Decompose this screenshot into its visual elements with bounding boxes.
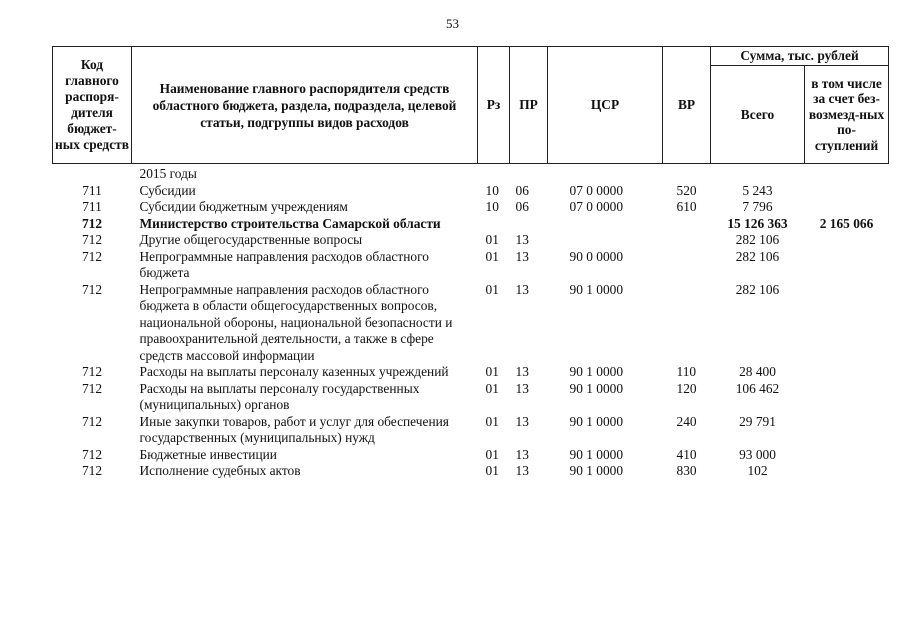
cell-code: 712 — [81, 232, 103, 247]
cell-rz: 01 — [485, 380, 499, 396]
cell-vr — [663, 282, 711, 365]
table-header — [53, 47, 889, 164]
cell-name: Непрограммные направления расходов областного бюджета — [139, 248, 429, 280]
cell-rz — [478, 216, 510, 233]
cell-name: Другие общегосударственные вопросы — [139, 232, 363, 247]
cell-vr — [663, 249, 711, 282]
cell-pr: 13 — [515, 446, 529, 462]
budget-table — [52, 46, 889, 480]
cell-csr: 90 1 0000 — [569, 413, 624, 429]
cell-pr: 13 — [515, 281, 529, 297]
cell-total: 5 243 — [742, 182, 773, 198]
cell-csr — [548, 164, 663, 183]
cell-vr: 120 — [676, 380, 697, 396]
cell-name: 2015 годы — [139, 166, 197, 181]
header-sum-group: Сумма, тыс. рублей — [711, 47, 889, 66]
cell-rz: 01 — [485, 248, 499, 264]
cell-code: 712 — [81, 413, 103, 429]
cell-code: 712 — [81, 463, 103, 478]
cell-rz — [478, 164, 510, 183]
table-row — [53, 164, 889, 183]
cell-total: 282 106 — [735, 248, 780, 264]
cell-rz: 01 — [485, 364, 499, 379]
header-csr: ЦСР — [548, 47, 663, 164]
cell-vr: 240 — [676, 413, 697, 429]
cell-name: Министерство строительства Самарской области — [139, 215, 441, 231]
cell-pr: 13 — [515, 463, 529, 478]
table-row — [53, 249, 889, 282]
cell-rz: 01 — [485, 281, 499, 297]
cell-vr: 410 — [676, 446, 697, 462]
header-name: Наименование главного распорядителя средств областного бюджета, раздела, подраздела, целевой статьи, подгруппы видов расходов — [132, 47, 478, 164]
cell-incl — [805, 414, 889, 447]
cell-pr: 13 — [515, 364, 529, 379]
table-row — [53, 364, 889, 381]
cell-rz: 10 — [485, 199, 499, 214]
header-total: Всего — [711, 66, 805, 164]
cell-name: Иные закупки товаров, работ и услуг для обеспечения государственных (муниципальных) нужд — [139, 413, 449, 445]
cell-incl — [805, 364, 889, 381]
cell-name: Субсидии бюджетным учреждениям — [139, 199, 348, 214]
cell-total: 106 462 — [735, 380, 780, 396]
cell-pr — [510, 164, 548, 183]
cell-csr: 90 0 0000 — [569, 248, 624, 264]
table-body — [53, 164, 889, 480]
cell-csr: 90 1 0000 — [569, 380, 624, 396]
cell-total: 15 126 363 — [727, 215, 788, 231]
cell-total — [711, 164, 805, 183]
cell-incl — [805, 463, 889, 480]
cell-pr: 13 — [515, 413, 529, 429]
cell-code: 711 — [82, 182, 102, 198]
cell-code — [53, 164, 132, 183]
table-row — [53, 216, 889, 233]
cell-csr — [548, 232, 663, 249]
cell-pr: 06 — [515, 182, 529, 198]
cell-rz: 01 — [485, 413, 499, 429]
cell-total: 29 791 — [739, 413, 776, 429]
cell-total: 282 106 — [735, 281, 780, 297]
cell-code: 712 — [81, 380, 103, 396]
cell-total: 28 400 — [739, 364, 776, 379]
cell-code: 711 — [82, 199, 102, 214]
cell-code: 712 — [81, 215, 103, 231]
table-row — [53, 199, 889, 216]
cell-total: 102 — [747, 463, 768, 478]
cell-code: 712 — [81, 364, 103, 379]
table-row — [53, 463, 889, 480]
header-pr: ПР — [510, 47, 548, 164]
table-row — [53, 414, 889, 447]
table-row — [53, 282, 889, 365]
cell-incl — [805, 164, 889, 183]
cell-vr — [663, 216, 711, 233]
cell-rz: 10 — [485, 182, 499, 198]
cell-incl — [805, 381, 889, 414]
cell-total: 282 106 — [735, 232, 780, 247]
cell-pr: 13 — [515, 232, 529, 247]
cell-csr — [548, 216, 663, 233]
cell-incl — [805, 183, 889, 200]
cell-incl — [805, 232, 889, 249]
cell-csr: 90 1 0000 — [569, 364, 624, 379]
cell-csr: 90 1 0000 — [569, 281, 624, 297]
cell-pr: 13 — [515, 380, 529, 396]
cell-vr: 520 — [676, 182, 697, 198]
header-code: Код главного распоря-дителя бюджет-ных средств — [53, 47, 132, 164]
cell-name: Расходы на выплаты персоналу казенных учреждений — [139, 364, 449, 379]
cell-rz: 01 — [485, 232, 499, 247]
cell-name: Бюджетные инвестиции — [139, 446, 277, 462]
cell-pr — [510, 216, 548, 233]
cell-vr: 110 — [676, 364, 697, 379]
cell-csr: 07 0 0000 — [569, 182, 624, 198]
cell-incl — [805, 447, 889, 464]
cell-vr: 610 — [676, 199, 697, 214]
cell-vr — [663, 232, 711, 249]
table-row — [53, 381, 889, 414]
cell-total: 93 000 — [739, 446, 776, 462]
cell-incl: 2 165 066 — [819, 215, 874, 231]
cell-csr: 90 1 0000 — [569, 463, 624, 478]
cell-code: 712 — [81, 281, 103, 297]
cell-vr — [663, 164, 711, 183]
table-row — [53, 232, 889, 249]
cell-total: 7 796 — [742, 199, 773, 214]
cell-code: 712 — [81, 248, 103, 264]
cell-incl — [805, 199, 889, 216]
cell-name: Расходы на выплаты персоналу государственных (муниципальных) органов — [139, 380, 420, 412]
cell-pr: 13 — [515, 248, 529, 264]
cell-code: 712 — [81, 446, 103, 462]
cell-name: Исполнение судебных актов — [139, 463, 301, 478]
cell-name: Непрограммные направления расходов областного бюджета в области общегосударственных вопросов, национальной обороны, национальной безопасности и правоохранительной деятельности, а также в сфере средств массовой информации — [139, 281, 453, 363]
cell-rz: 01 — [485, 463, 499, 478]
cell-incl — [805, 282, 889, 365]
cell-csr: 90 1 0000 — [569, 446, 624, 462]
cell-incl — [805, 249, 889, 282]
cell-name: Субсидии — [139, 182, 196, 198]
cell-rz: 01 — [485, 446, 499, 462]
cell-vr: 830 — [676, 463, 697, 478]
page-number: 53 — [446, 16, 459, 31]
header-vr: ВР — [663, 47, 711, 164]
header-including: в том числе за счет без-возмезд-ных по-ступлений — [805, 66, 889, 164]
cell-pr: 06 — [515, 199, 529, 214]
cell-csr: 07 0 0000 — [569, 199, 624, 214]
table-row — [53, 447, 889, 464]
table-row — [53, 183, 889, 200]
header-rz: Рз — [478, 47, 510, 164]
